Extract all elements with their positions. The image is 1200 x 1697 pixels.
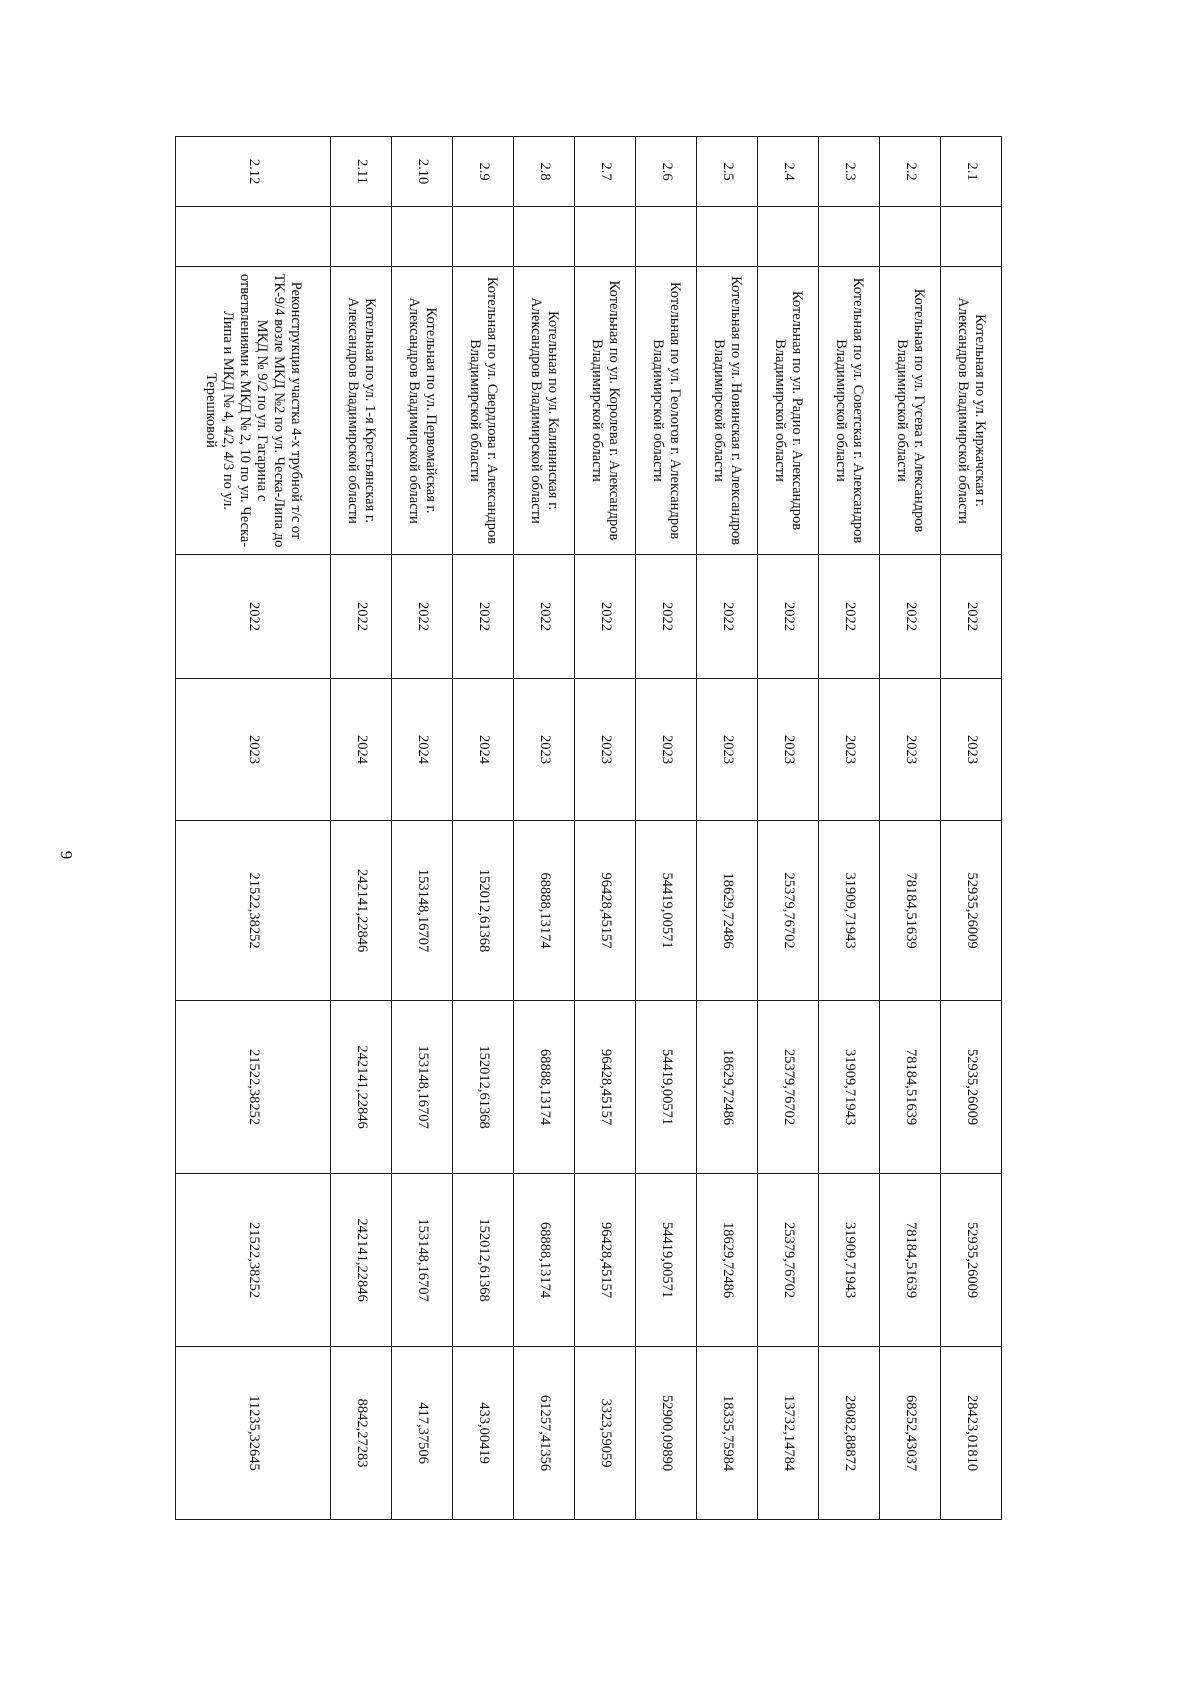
table-body — [176, 137, 1002, 1520]
cost-value-cell: 52935,26009 — [941, 821, 1002, 1001]
object-name-cell: Котельная по ул. Геологов г. Александров Владимирской области — [636, 267, 697, 555]
end-year-cell: 2023 — [636, 679, 697, 821]
cost-value-cell: 153148,16707 — [392, 1001, 453, 1174]
object-name-cell: Котельная по ул. Первомайская г. Александров Владимирской области — [392, 267, 453, 555]
table-row — [575, 137, 636, 1520]
start-year-cell: 2022 — [819, 555, 880, 679]
cost-value-cell: 31909,71943 — [819, 1001, 880, 1174]
table-row — [514, 137, 575, 1520]
empty-cell — [880, 207, 941, 267]
object-name-cell: Котельная по ул. Радио г. Александров Владимирской области — [758, 267, 819, 555]
end-year-cell: 2023 — [819, 679, 880, 821]
table-row — [453, 137, 514, 1520]
cost-value-cell: 68888,13174 — [514, 821, 575, 1001]
investment-table — [175, 136, 1002, 1520]
cost-value-cell: 21522,38252 — [176, 821, 331, 1001]
cost-value-cell: 21522,38252 — [176, 1001, 331, 1174]
table-row — [636, 137, 697, 1520]
cost-value-cell: 96428,45157 — [575, 821, 636, 1001]
empty-cell — [514, 207, 575, 267]
start-year-cell: 2022 — [697, 555, 758, 679]
cost-value-cell: 152012,61368 — [453, 1001, 514, 1174]
cost-value-cell: 152012,61368 — [453, 1174, 514, 1347]
object-name-cell: Котельная по ул. 1-я Крестьянская г. Александров Владимирской области — [331, 267, 392, 555]
start-year-cell: 2022 — [331, 555, 392, 679]
start-year-cell: 2022 — [880, 555, 941, 679]
row-number-cell: 2.6 — [636, 137, 697, 207]
end-year-cell: 2024 — [331, 679, 392, 821]
cost-value-cell: 25379,76702 — [758, 1174, 819, 1347]
table-row — [758, 137, 819, 1520]
cost-value-cell: 96428,45157 — [575, 1001, 636, 1174]
cost-value-cell: 54419,00571 — [636, 1001, 697, 1174]
object-name-cell: Котельная по ул. Новинская г. Александров Владимирской области — [697, 267, 758, 555]
row-number-cell: 2.8 — [514, 137, 575, 207]
object-name-cell: Котельная по ул. Гусева г. Александров Владимирской области — [880, 267, 941, 555]
cost-value-cell: 31909,71943 — [819, 1174, 880, 1347]
cost-value-cell: 242141,22846 — [331, 821, 392, 1001]
cost-value-cell: 52900,09890 — [636, 1347, 697, 1520]
start-year-cell: 2022 — [392, 555, 453, 679]
row-number-cell: 2.7 — [575, 137, 636, 207]
cost-value-cell: 31909,71943 — [819, 821, 880, 1001]
object-name-cell: Реконструкция участка 4-х трубной т/с от ТК-9/4 возле МКД №2 по ул. Ческа-Липа до МКД № 9/2 по ул. Гагарина с ответвлениями к МКД № 2, 10 по ул. Ческа-Липа и МКД № 4, 4/2, 4/3 по ул. Терешковой — [176, 267, 331, 555]
empty-cell — [392, 207, 453, 267]
cost-value-cell: 28082,88872 — [819, 1347, 880, 1520]
cost-value-cell: 18335,75984 — [697, 1347, 758, 1520]
start-year-cell: 2022 — [176, 555, 331, 679]
cost-value-cell: 25379,76702 — [758, 821, 819, 1001]
start-year-cell: 2022 — [514, 555, 575, 679]
cost-value-cell: 78184,51639 — [880, 1174, 941, 1347]
end-year-cell: 2023 — [176, 679, 331, 821]
cost-value-cell: 78184,51639 — [880, 1001, 941, 1174]
row-number-cell: 2.5 — [697, 137, 758, 207]
end-year-cell: 2023 — [941, 679, 1002, 821]
cost-value-cell: 13732,14784 — [758, 1347, 819, 1520]
cost-value-cell: 152012,61368 — [453, 821, 514, 1001]
empty-cell — [453, 207, 514, 267]
row-number-cell: 2.1 — [941, 137, 1002, 207]
cost-value-cell: 18629,72486 — [697, 821, 758, 1001]
end-year-cell: 2023 — [575, 679, 636, 821]
object-name-cell: Котельная по ул. Киржачская г. Александров Владимирской области — [941, 267, 1002, 555]
object-name-cell: Котельная по ул. Королева г. Александров Владимирской области — [575, 267, 636, 555]
cost-value-cell: 433,00419 — [453, 1347, 514, 1520]
cost-value-cell: 52935,26009 — [941, 1174, 1002, 1347]
row-number-cell: 2.9 — [453, 137, 514, 207]
empty-cell — [575, 207, 636, 267]
cost-value-cell: 54419,00571 — [636, 821, 697, 1001]
cost-value-cell: 96428,45157 — [575, 1174, 636, 1347]
empty-cell — [697, 207, 758, 267]
table-row — [176, 137, 331, 1520]
cost-value-cell: 11235,32645 — [176, 1347, 331, 1520]
cost-value-cell: 242141,22846 — [331, 1001, 392, 1174]
end-year-cell: 2023 — [697, 679, 758, 821]
cost-value-cell: 18629,72486 — [697, 1174, 758, 1347]
investment-table-container — [176, 136, 1002, 1519]
empty-cell — [941, 207, 1002, 267]
end-year-cell: 2024 — [453, 679, 514, 821]
end-year-cell: 2023 — [514, 679, 575, 821]
object-name-cell: Котельная по ул. Калининская г. Александров Владимирской области — [514, 267, 575, 555]
empty-cell — [331, 207, 392, 267]
end-year-cell: 2023 — [758, 679, 819, 821]
cost-value-cell: 18629,72486 — [697, 1001, 758, 1174]
row-number-cell: 2.10 — [392, 137, 453, 207]
cost-value-cell: 68252,43037 — [880, 1347, 941, 1520]
row-number-cell: 2.11 — [331, 137, 392, 207]
cost-value-cell: 417,37506 — [392, 1347, 453, 1520]
cost-value-cell: 3323,59059 — [575, 1347, 636, 1520]
row-number-cell: 2.3 — [819, 137, 880, 207]
cost-value-cell: 78184,51639 — [880, 821, 941, 1001]
cost-value-cell: 68888,13174 — [514, 1001, 575, 1174]
table-row — [331, 137, 392, 1520]
cost-value-cell: 28423,01810 — [941, 1347, 1002, 1520]
start-year-cell: 2022 — [575, 555, 636, 679]
cost-value-cell: 52935,26009 — [941, 1001, 1002, 1174]
end-year-cell: 2024 — [392, 679, 453, 821]
start-year-cell: 2022 — [941, 555, 1002, 679]
table-row — [941, 137, 1002, 1520]
table-row — [392, 137, 453, 1520]
row-number-cell: 2.4 — [758, 137, 819, 207]
start-year-cell: 2022 — [758, 555, 819, 679]
table-row — [819, 137, 880, 1520]
row-number-cell: 2.12 — [176, 137, 331, 207]
object-name-cell: Котельная по ул. Советская г. Александров Владимирской области — [819, 267, 880, 555]
cost-value-cell: 153148,16707 — [392, 1174, 453, 1347]
cost-value-cell: 8842,27283 — [331, 1347, 392, 1520]
empty-cell — [819, 207, 880, 267]
page-number: 9 — [57, 850, 76, 860]
end-year-cell: 2023 — [880, 679, 941, 821]
cost-value-cell: 242141,22846 — [331, 1174, 392, 1347]
cost-value-cell: 54419,00571 — [636, 1174, 697, 1347]
empty-cell — [176, 207, 331, 267]
start-year-cell: 2022 — [636, 555, 697, 679]
row-number-cell: 2.2 — [880, 137, 941, 207]
table-row — [880, 137, 941, 1520]
start-year-cell: 2022 — [453, 555, 514, 679]
empty-cell — [758, 207, 819, 267]
cost-value-cell: 153148,16707 — [392, 821, 453, 1001]
cost-value-cell: 68888,13174 — [514, 1174, 575, 1347]
table-row — [697, 137, 758, 1520]
cost-value-cell: 61257,41356 — [514, 1347, 575, 1520]
cost-value-cell: 21522,38252 — [176, 1174, 331, 1347]
object-name-cell: Котельная по ул. Свердлова г. Александров Владимирской области — [453, 267, 514, 555]
cost-value-cell: 25379,76702 — [758, 1001, 819, 1174]
empty-cell — [636, 207, 697, 267]
